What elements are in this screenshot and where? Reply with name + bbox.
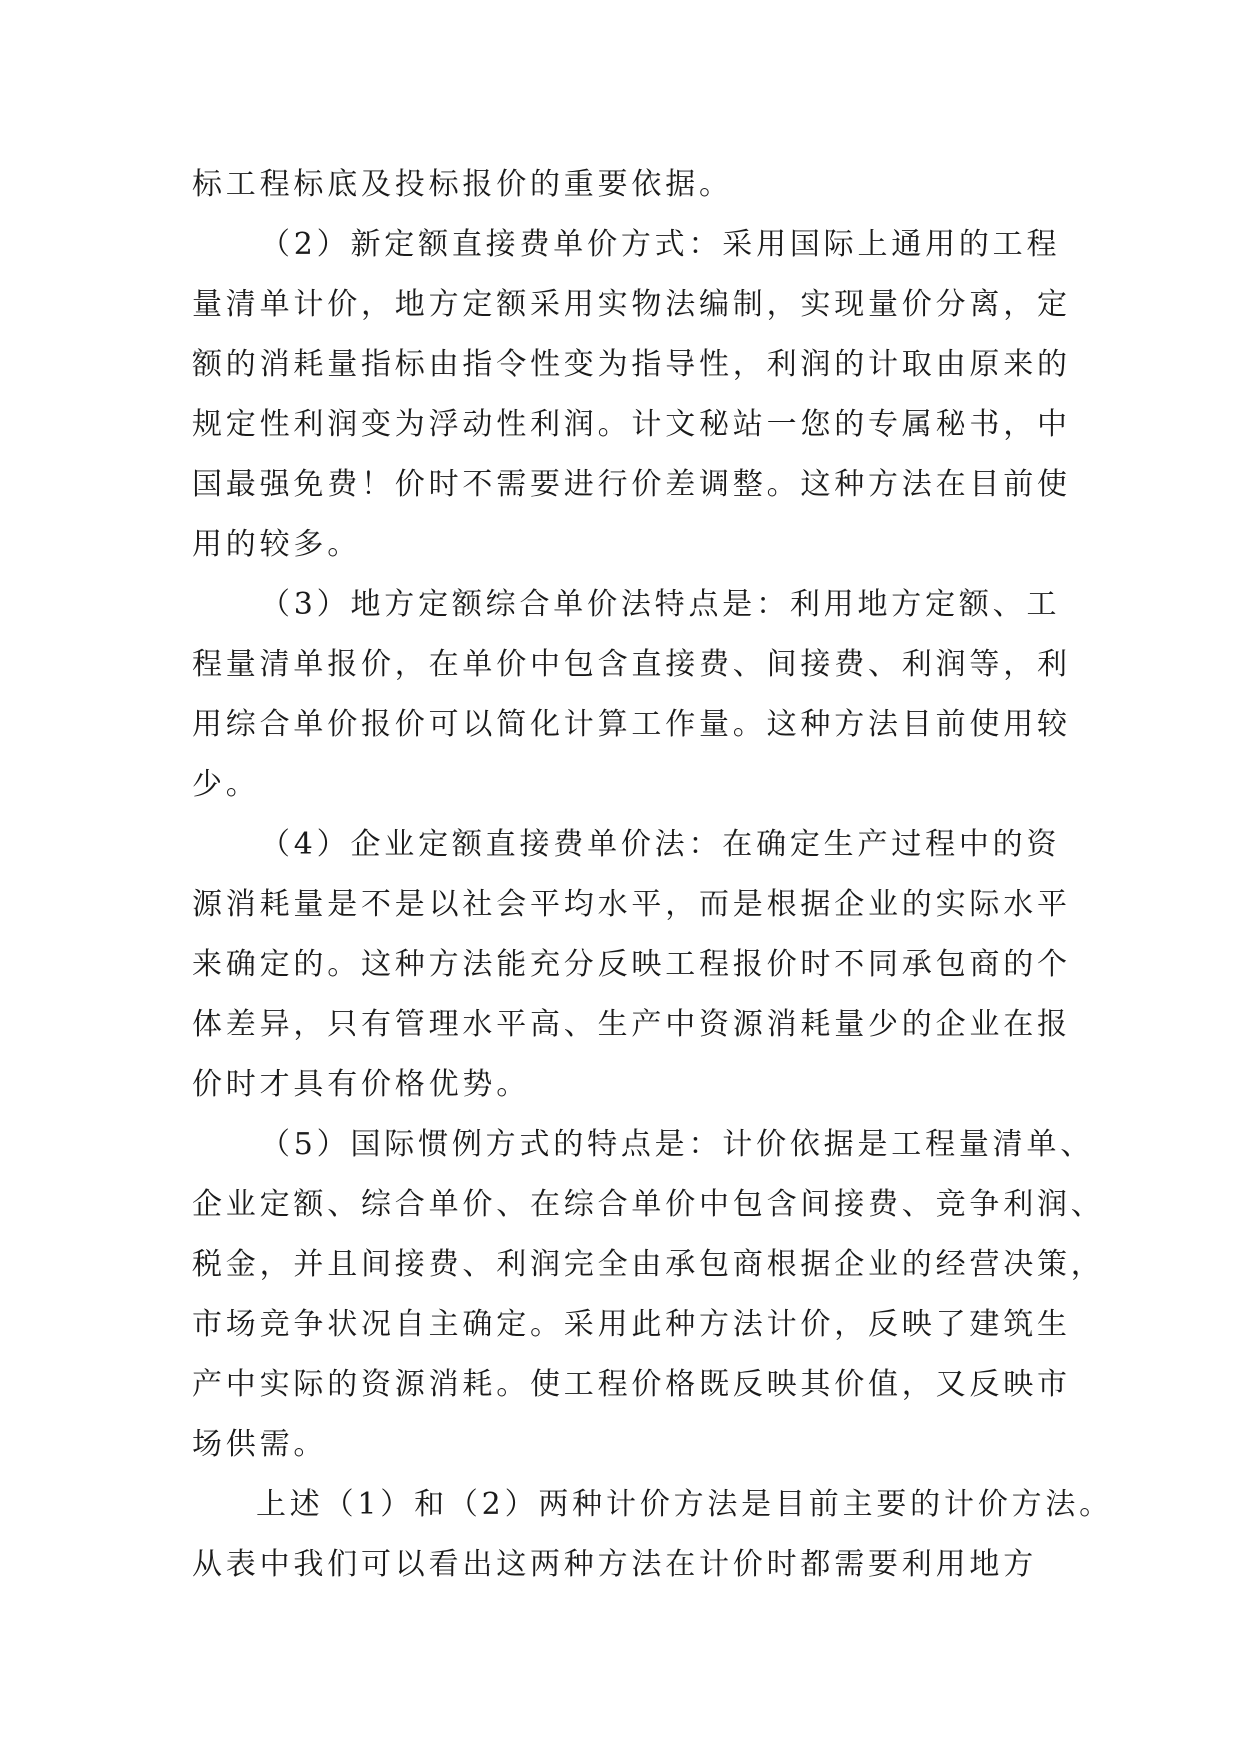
paragraph-line: 标工程标底及投标报价的重要依据。 — [192, 167, 733, 202]
paragraph-line: （5）国际惯例方式的特点是：计价依据是工程量清单、 — [260, 1127, 1095, 1162]
paragraph-line: 场供需。 — [192, 1427, 328, 1462]
paragraph-line: 用综合单价报价可以简化计算工作量。这种方法目前使用较 — [192, 707, 1071, 742]
paragraph-line: 来确定的。这种方法能充分反映工程报价时不同承包商的个 — [192, 947, 1071, 982]
paragraph-line: 从表中我们可以看出这两种方法在计价时都需要利用地方 — [192, 1547, 1037, 1582]
paragraph-line: 少。 — [192, 767, 260, 802]
paragraph-line: 用的较多。 — [192, 527, 361, 562]
paragraph-line: 企业定额、综合单价、在综合单价中包含间接费、竞争利润、 — [192, 1187, 1105, 1222]
paragraph-line: 价时才具有价格优势。 — [192, 1067, 530, 1102]
paragraph-line: 体差异，只有管理水平高、生产中资源消耗量少的企业在报 — [192, 1007, 1071, 1042]
paragraph-line: 程量清单报价，在单价中包含直接费、间接费、利润等，利 — [192, 647, 1071, 682]
paragraph-line: 产中实际的资源消耗。使工程价格既反映其价值，又反映市 — [192, 1367, 1071, 1402]
paragraph-line: 市场竞争状况自主确定。采用此种方法计价，反映了建筑生 — [192, 1307, 1071, 1342]
paragraph-line: （4）企业定额直接费单价法：在确定生产过程中的资 — [260, 827, 1061, 862]
paragraph-line: 量清单计价，地方定额采用实物法编制，实现量价分离，定 — [192, 287, 1071, 322]
paragraph-line: （2）新定额直接费单价方式：采用国际上通用的工程 — [260, 227, 1061, 262]
paragraph-line: 规定性利润变为浮动性利润。计文秘站一您的专属秘书，中 — [192, 407, 1071, 442]
paragraph-line: 国最强免费！价时不需要进行价差调整。这种方法在目前使 — [192, 467, 1071, 502]
paragraph-line: （3）地方定额综合单价法特点是：利用地方定额、工 — [260, 587, 1061, 622]
paragraph-line: 上述（1）和（2）两种计价方法是目前主要的计价方法。 — [256, 1487, 1113, 1522]
paragraph-line: 额的消耗量指标由指令性变为指导性，利润的计取由原来的 — [192, 347, 1071, 382]
paragraph-line: 税金，并且间接费、利润完全由承包商根据企业的经营决策， — [192, 1247, 1105, 1282]
paragraph-line: 源消耗量是不是以社会平均水平，而是根据企业的实际水平 — [192, 887, 1071, 922]
